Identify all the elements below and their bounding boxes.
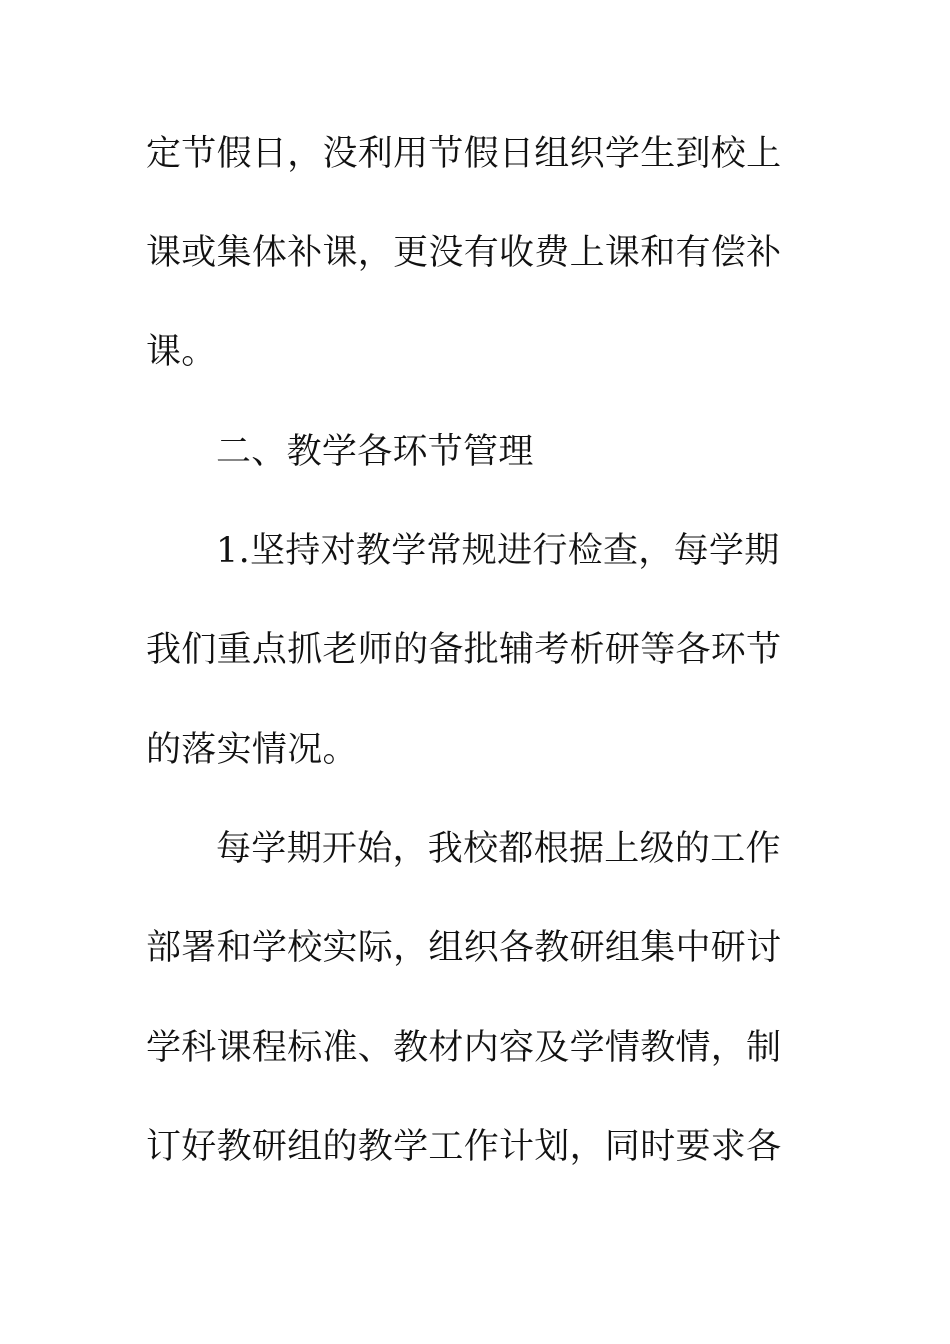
paragraph-line: 部署和学校实际，组织各教研组集中研讨 bbox=[146, 928, 782, 968]
paragraph-line: 课。 bbox=[146, 332, 217, 372]
paragraph-line: 每学期开始，我校都根据上级的工作 bbox=[216, 829, 781, 869]
paragraph-line: 课或集体补课，更没有收费上课和有偿补 bbox=[146, 233, 782, 273]
paragraph-line: 定节假日，没利用节假日组织学生到校上 bbox=[146, 134, 782, 174]
section-heading: 二、教学各环节管理 bbox=[216, 432, 534, 472]
paragraph-line: 我们重点抓老师的备批辅考析研等各环节 bbox=[146, 630, 782, 670]
paragraph-line: 1.坚持对教学常规进行检查，每学期 bbox=[216, 531, 780, 571]
paragraph-line: 学科课程标准、教材内容及学情教情，制 bbox=[146, 1028, 782, 1068]
paragraph-line: 的落实情况。 bbox=[146, 730, 358, 770]
paragraph-line: 订好教研组的教学工作计划，同时要求各 bbox=[146, 1127, 782, 1167]
